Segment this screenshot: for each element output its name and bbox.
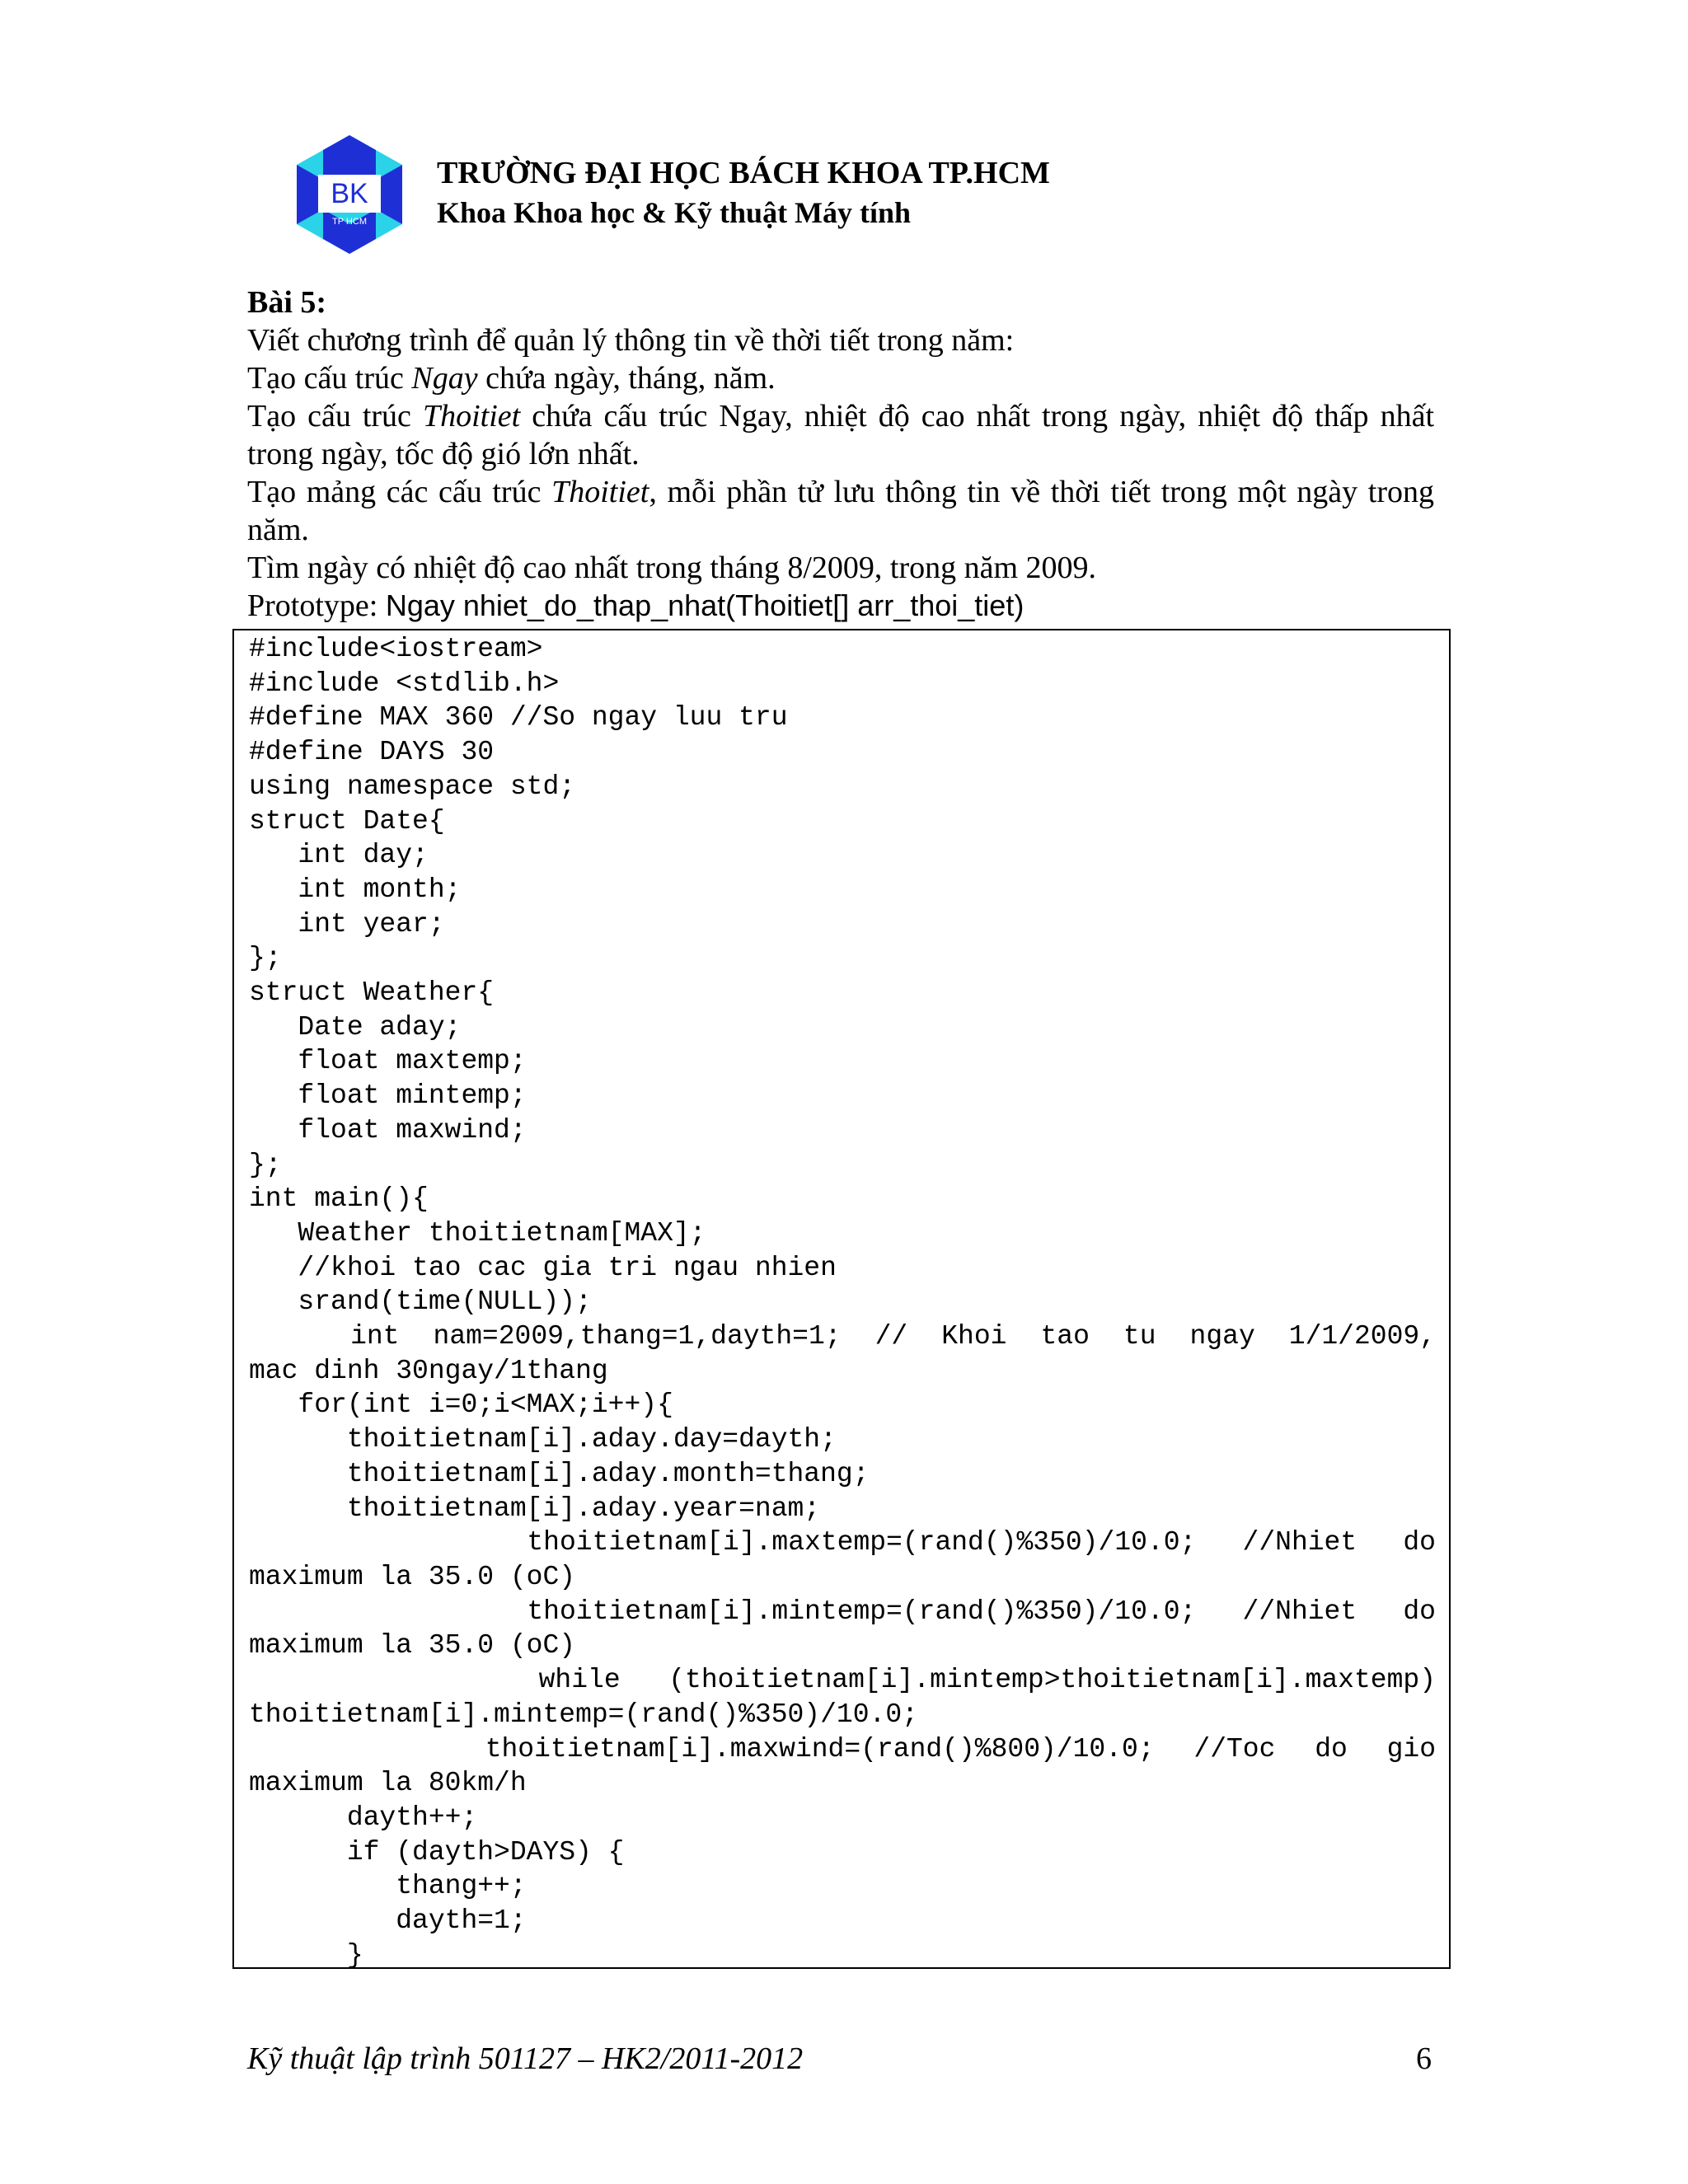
code-line: struct Weather{	[249, 977, 495, 1009]
code-line: using namespace std;	[249, 771, 576, 802]
code-line: int day;	[249, 840, 429, 871]
header	[437, 153, 1050, 232]
code-line: thang++;	[249, 1871, 527, 1902]
code-line: if (dayth>DAYS) {	[249, 1836, 625, 1868]
code-line: };	[249, 1149, 282, 1180]
code-line: float maxtemp;	[249, 1046, 527, 1077]
code-line: int main(){	[249, 1183, 429, 1215]
code-line: int month;	[249, 874, 462, 905]
code-line: mac dinh 30ngay/1thang	[249, 1355, 608, 1386]
page-number: 6	[1416, 2041, 1432, 2076]
prototype-signature: Ngay nhiet_do_thap_nhat(Thoitiet[] arr_thoi_tiet)	[385, 588, 1025, 622]
exercise-line-4: Tạo mảng các cấu trúc Thoitiet, mỗi phần tử lưu thông tin về thời tiết trong một ngày trong năm.	[247, 475, 1434, 547]
code-line: maximum la 35.0 (oC)	[249, 1630, 576, 1661]
faculty-name: Khoa Khoa học & Kỹ thuật Máy tính	[437, 196, 912, 229]
code-line: //khoi tao cac gia tri ngau nhien	[249, 1252, 837, 1283]
code-line: maximum la 35.0 (oC)	[249, 1561, 576, 1592]
code-line: thoitietnam[i].maxtemp=(rand()%350)/10.0; //Nhiet do	[527, 1527, 1436, 1558]
code-listing	[232, 629, 1451, 1969]
code-line: }	[249, 1939, 363, 1969]
code-line: struct Date{	[249, 805, 445, 837]
exercise-line-5: Tìm ngày có nhiệt độ cao nhất trong tháng 8/2009, trong năm 2009.	[247, 551, 1097, 585]
code-line: thoitietnam[i].aday.year=nam;	[249, 1493, 821, 1524]
code-line: int year;	[249, 908, 445, 940]
prototype-label: Prototype:	[247, 588, 386, 623]
code-line: #define DAYS 30	[249, 737, 495, 768]
exercise-line-3: Tạo cấu trúc Thoitiet chứa cấu trúc Ngay, nhiệt độ cao nhất trong ngày, nhiệt độ thấp nhất trong ngày, tốc độ gió lớn nhất.	[247, 399, 1435, 471]
code-line: for(int i=0;i<MAX;i++){	[249, 1390, 673, 1421]
exercise-description	[247, 284, 1434, 625]
code-line: dayth++;	[249, 1802, 478, 1833]
code-line: Weather thoitietnam[MAX];	[249, 1217, 706, 1249]
code-line: thoitietnam[i].aday.month=thang;	[249, 1458, 870, 1489]
code-line: while (thoitietnam[i].mintemp>thoitietnam[i].maxtemp)	[538, 1665, 1436, 1696]
code-line: srand(time(NULL));	[249, 1286, 592, 1318]
code-line: };	[249, 943, 282, 974]
code-line: dayth=1;	[249, 1905, 527, 1937]
exercise-line-1: Viết chương trình để quản lý thông tin về thời tiết trong năm:	[247, 323, 1015, 358]
code-line: maximum la 80km/h	[249, 1768, 527, 1799]
code-line: thoitietnam[i].maxwind=(rand()%800)/10.0; //Toc do gio	[485, 1733, 1436, 1765]
code-line: Date aday;	[249, 1011, 462, 1043]
code-line: thoitietnam[i].aday.day=dayth;	[249, 1424, 837, 1455]
code-line: #define MAX 360 //So ngay luu tru	[249, 702, 788, 733]
footer-course: Kỹ thuật lập trình 501127 – HK2/2011-2012	[247, 2041, 804, 2076]
exercise-title: Bài 5:	[247, 285, 327, 320]
code-line: thoitietnam[i].mintemp=(rand()%350)/10.0;	[249, 1699, 918, 1730]
code-line: #include<iostream>	[249, 634, 543, 664]
bk-logo-icon	[287, 132, 412, 257]
code-line: float mintemp;	[249, 1080, 527, 1112]
code-line: float maxwind;	[249, 1114, 527, 1146]
code-line: int nam=2009,thang=1,dayth=1; // Khoi tao tu ngay 1/1/2009,	[350, 1321, 1436, 1352]
svg-text:BK: BK	[331, 178, 368, 209]
exercise-line-2: Tạo cấu trúc Ngay chứa ngày, tháng, năm.	[247, 361, 776, 396]
university-name: TRƯỜNG ĐẠI HỌC BÁCH KHOA TP.HCM	[437, 156, 1050, 190]
code-line: #include <stdlib.h>	[249, 668, 560, 699]
svg-text:TP HCM: TP HCM	[332, 217, 367, 227]
prototype-line	[247, 587, 1434, 625]
code-line: thoitietnam[i].mintemp=(rand()%350)/10.0; //Nhiet do	[527, 1596, 1436, 1627]
